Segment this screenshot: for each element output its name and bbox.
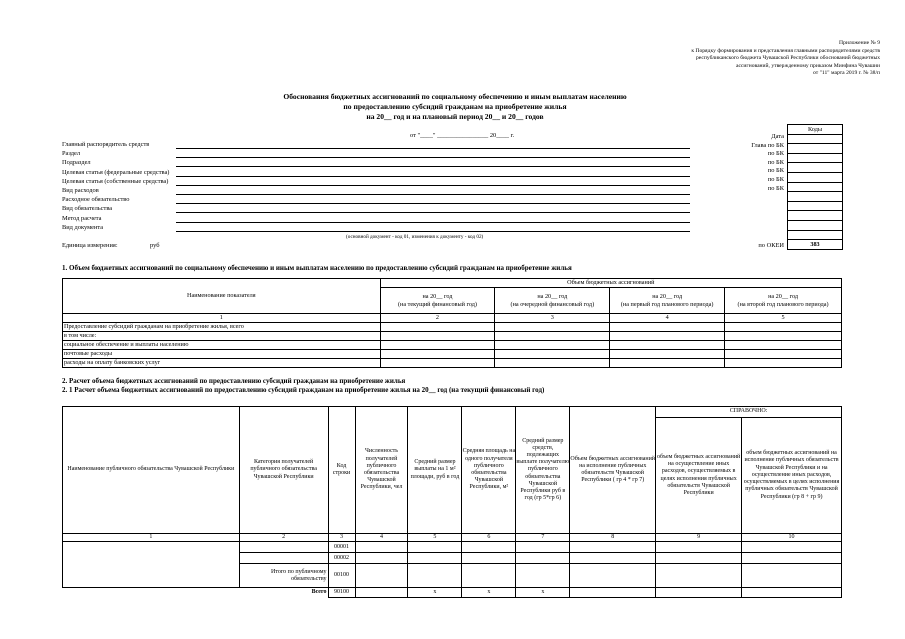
fill-line[interactable]: [176, 212, 690, 213]
field-label: Расходное обязательство: [62, 196, 130, 204]
value-cell[interactable]: [462, 564, 516, 588]
section2-subtitle: 2. 1 Расчет объема бюджетных ассигнований по предоставлению субсидий гражданам на приобретение жилья на 20__ год (на текущий финансовый год): [62, 386, 545, 394]
okei-value: 383: [788, 240, 843, 250]
obligation-name-cell[interactable]: [63, 542, 240, 588]
unit-label: Единица измерения:: [62, 242, 118, 249]
total-label: Итого по публичному обязательству: [239, 564, 328, 588]
col-number: 3: [495, 314, 610, 323]
field-label: Подраздел: [62, 159, 91, 167]
col-number: 2: [380, 314, 495, 323]
col-number: 6: [462, 534, 516, 542]
value-cell[interactable]: [495, 332, 610, 341]
fill-line[interactable]: [176, 157, 690, 158]
value-cell[interactable]: [239, 542, 328, 553]
code-cell[interactable]: [788, 201, 843, 211]
appendix-note: [560, 40, 880, 78]
col-header: объем бюджетных ассигнований на осуществление иных расходов, осуществляемых в целях исполнения публичных обязательств Чувашской Республики: [656, 418, 742, 534]
code-cell[interactable]: [788, 220, 843, 230]
col-header: объем бюджетных ассигнований на исполнение публичных обязательств Чувашской Республики и на осуществление иных расходов, осуществляемых в целях исполнения публичных обязательств Чувашской Республики (гр 8 + гр 9): [742, 418, 842, 534]
okei-label: по ОКЕИ: [758, 242, 784, 249]
codes-box: [787, 124, 843, 250]
header-name: Наименование показателя: [63, 279, 381, 314]
col-header: Средний размер средств, подлежащих выплате получателю публичного обязательства Чувашской Республики руб в год (гр 5*гр 6): [516, 407, 570, 534]
value-cell[interactable]: [725, 341, 842, 350]
field-label: Вид документа: [62, 223, 104, 231]
row-code: 90100: [328, 588, 355, 598]
col-header: на 20__ год (на второй год планового периода): [725, 288, 842, 314]
code-label: по БК: [767, 167, 784, 175]
col-header: Средний размер выплаты на 1 м² площади, руб в год: [408, 407, 462, 534]
col-number: 7: [516, 534, 570, 542]
col-number: 8: [570, 534, 656, 542]
fill-line[interactable]: [176, 203, 690, 204]
col-number: 5: [408, 534, 462, 542]
code-cell[interactable]: [788, 172, 843, 182]
field-label: Вид обязательства: [62, 205, 113, 213]
col-header: на 20__ год (на первый год планового периода): [610, 288, 725, 314]
fill-line[interactable]: [176, 185, 690, 186]
value-cell[interactable]: [610, 359, 725, 368]
value-cell[interactable]: [656, 553, 742, 564]
appendix-line: республиканского бюджета Чувашской Республики обоснований бюджетных: [695, 55, 880, 61]
date-line: от "____" ________________ 20____ г.: [410, 132, 515, 139]
row-label: расходы на оплату банковских услуг: [63, 359, 381, 368]
value-cell[interactable]: [725, 332, 842, 341]
table-row: [63, 332, 842, 341]
value-cell[interactable]: [516, 553, 570, 564]
row-label: Предоставление субсидий гражданам на приобретение жилья, всего: [63, 323, 381, 332]
code-cell[interactable]: [788, 182, 843, 192]
table-row: [63, 542, 842, 553]
col-number: 10: [742, 534, 842, 542]
table-row: [63, 359, 842, 368]
code-cell[interactable]: [788, 153, 843, 163]
value-cell[interactable]: [380, 332, 495, 341]
fill-line[interactable]: [176, 148, 690, 149]
code-cell[interactable]: [788, 230, 843, 240]
col-number: 1: [63, 314, 381, 323]
col-header: Средняя площадь на одного получателя публичного обязательства Чувашской Республики, м²: [462, 407, 516, 534]
document-title: [150, 92, 760, 122]
value-cell[interactable]: [742, 553, 842, 564]
title-line: по предоставлению субсидий гражданам на приобретение жилья: [343, 102, 567, 111]
table-row: [63, 588, 842, 598]
value-cell[interactable]: [408, 564, 462, 588]
appendix-line: к Порядку формирования и представления главными распорядителями средств: [691, 47, 880, 54]
col-number: 5: [725, 314, 842, 323]
col-header: Наименование публичного обязательства Чувашской Республики: [63, 407, 240, 534]
value-cell[interactable]: [570, 564, 656, 588]
row-code: 00100: [328, 564, 355, 588]
value-cell[interactable]: [380, 323, 495, 332]
code-label: по БК: [767, 150, 784, 158]
col-number: 1: [63, 534, 240, 542]
code-label: по БК: [767, 158, 784, 166]
row-label: почтовые расходы: [63, 350, 381, 359]
value-cell[interactable]: [610, 341, 725, 350]
value-cell[interactable]: [495, 341, 610, 350]
appendix-line: ассигнований, утвержденному приказом Минфина Чувашии: [735, 62, 880, 69]
fill-line[interactable]: [176, 176, 690, 177]
section1-table: [62, 278, 842, 368]
value-cell[interactable]: [355, 553, 408, 564]
value-cell[interactable]: [725, 350, 842, 359]
value-cell[interactable]: [355, 542, 408, 553]
value-cell[interactable]: [742, 588, 842, 598]
row-code: 00001: [328, 542, 355, 553]
code-cell[interactable]: [788, 192, 843, 202]
col-header: Объем бюджетных ассигнований на исполнение публичных обязательств Чувашской Республики ( гр 4 * гр 7): [570, 407, 656, 534]
field-label: Главный распорядитель средств: [62, 141, 150, 148]
section1-title: 1. Объем бюджетных ассигнований по социальному обеспечению и иным выплатам населению по предоставлению субсидий гражданам на приобретение жилья: [62, 264, 572, 272]
value-cell[interactable]: [495, 350, 610, 359]
field-label: Целевая статья (федеральные средства): [62, 168, 170, 176]
value-cell[interactable]: [570, 542, 656, 553]
value-cell[interactable]: [725, 323, 842, 332]
col-number: 4: [355, 534, 408, 542]
section2-title: 2. Расчет объема бюджетных ассигнований по предоставлению субсидий гражданам на приобретение жилья: [62, 377, 406, 385]
col-number: 4: [610, 314, 725, 323]
field-label: Метод расчета: [62, 214, 102, 222]
value-cell[interactable]: [570, 588, 656, 598]
row-label: социальное обеспечение и выплаты населению: [63, 341, 381, 350]
value-cell[interactable]: [610, 350, 725, 359]
code-cell[interactable]: [788, 144, 843, 154]
col-number: 3: [328, 534, 355, 542]
value-cell[interactable]: [408, 542, 462, 553]
value-cell[interactable]: [610, 323, 725, 332]
title-line: на 20__ год и на плановый период 20__ и 20__ годов: [366, 112, 544, 121]
table-row: [63, 341, 842, 350]
col-header: Категория получателей публичного обязательства Чувашской Республики: [239, 407, 328, 534]
appendix-line: от "11" марта 2019 г. № 38/п: [813, 70, 880, 76]
field-label: Раздел: [62, 150, 81, 158]
code-label: по БК: [767, 175, 784, 183]
col-header: на 20__ год (на текущий финансовый год): [380, 288, 495, 314]
fill-line[interactable]: [176, 222, 690, 223]
table-row: [63, 323, 842, 332]
value-cell[interactable]: [380, 350, 495, 359]
value-cell[interactable]: [725, 359, 842, 368]
code-label: Дата: [771, 133, 784, 140]
col-header: Численность получателей публичного обязательства Чувашской Республики, чел: [355, 407, 408, 534]
fill-line[interactable]: [176, 166, 690, 167]
x-mark: x: [462, 588, 516, 598]
value-cell[interactable]: [380, 341, 495, 350]
code-cell[interactable]: [788, 163, 843, 173]
value-cell[interactable]: [408, 553, 462, 564]
section2-table: [62, 406, 842, 598]
value-cell[interactable]: [516, 542, 570, 553]
value-cell[interactable]: [656, 588, 742, 598]
value-cell[interactable]: [355, 564, 408, 588]
row-code: 00002: [328, 553, 355, 564]
grand-total-label: Всего: [311, 589, 327, 596]
header-group: Объем бюджетных ассигнований: [380, 279, 841, 288]
value-cell[interactable]: [495, 359, 610, 368]
value-cell[interactable]: [380, 359, 495, 368]
row-label: в том числе:: [63, 332, 381, 341]
table-row: [63, 350, 842, 359]
fill-line[interactable]: [176, 194, 690, 195]
header-fields: [62, 141, 169, 233]
value-cell[interactable]: [355, 588, 408, 598]
fill-line[interactable]: [176, 231, 690, 232]
value-cell[interactable]: [656, 564, 742, 588]
value-cell[interactable]: [239, 553, 328, 564]
value-cell[interactable]: [495, 323, 610, 332]
value-cell[interactable]: [656, 542, 742, 553]
value-cell[interactable]: [742, 542, 842, 553]
value-cell[interactable]: [462, 553, 516, 564]
doc-type-note: (основной документ - код 01, изменения к документу - код 02): [346, 234, 484, 240]
field-label: Вид расходов: [62, 186, 99, 194]
codes-title: Коды: [788, 125, 843, 135]
x-mark: x: [516, 588, 570, 598]
value-cell[interactable]: [462, 542, 516, 553]
reference-header: СПРАВОЧНО:: [656, 407, 842, 418]
col-header: Код строки: [328, 407, 355, 534]
col-number: 2: [239, 534, 328, 542]
value-cell[interactable]: [516, 564, 570, 588]
value-cell[interactable]: [570, 553, 656, 564]
code-label: по БК: [767, 184, 784, 192]
title-line: Обоснования бюджетных ассигнований по социальному обеспечению и иным выплатам населению: [283, 92, 627, 101]
value-cell[interactable]: [610, 332, 725, 341]
col-number: 9: [656, 534, 742, 542]
field-label: Целевая статья (собственные средства): [62, 177, 169, 185]
code-cell[interactable]: [788, 134, 843, 144]
code-label: Глава по БК: [751, 141, 784, 149]
appendix-line: Приложение № 9: [839, 40, 880, 46]
code-cell[interactable]: [788, 211, 843, 221]
value-cell[interactable]: [742, 564, 842, 588]
col-header: на 20__ год (на очередной финансовый год): [495, 288, 610, 314]
codes-labels: [700, 133, 784, 193]
unit-value: руб: [150, 242, 160, 249]
x-mark: x: [408, 588, 462, 598]
